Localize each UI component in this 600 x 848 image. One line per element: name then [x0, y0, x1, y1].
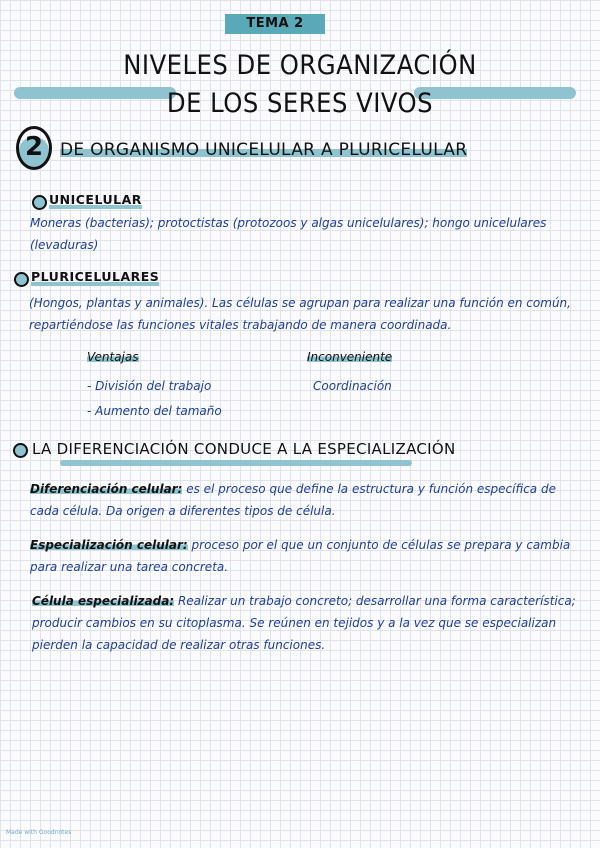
bullet-icon: [13, 443, 28, 458]
definition-term: Especialización celular:: [30, 538, 188, 552]
page-title-line-2: DE LOS SERES VIVOS: [166, 88, 434, 119]
definition-term: Célula especializada:: [32, 594, 175, 608]
inconveniente-heading: Inconveniente: [307, 350, 393, 364]
ventaja-item: - División del trabajo: [87, 379, 212, 393]
heading-highlight: [60, 460, 412, 466]
definition-paragraph: [30, 478, 570, 522]
ventajas-heading: Ventajas: [87, 350, 139, 364]
definition-term: Diferenciación celular:: [30, 482, 183, 496]
definition-text: Realizar un trabajo concreto; desarrollar una forma característica; producir cambios en su citoplasma. Se reúnen en tejidos y a la vez que se especializan pierden la capacidad de realizar otras funciones.: [32, 594, 576, 652]
unicelular-heading: UNICELULAR: [49, 192, 142, 207]
diferenciacion-heading: LA DIFERENCIACIÓN CONDUCE A LA ESPECIALIZACIÓN: [32, 440, 456, 458]
definition-paragraph: [32, 590, 597, 656]
page-title-line-1: NIVELES DE ORGANIZACIÓN: [123, 50, 477, 81]
pluricelulares-heading: PLURICELULARES: [31, 269, 160, 284]
definition-text: proceso por el que un conjunto de células se prepara y cambia para realizar una tarea concreta.: [30, 538, 571, 574]
section-number: 2: [16, 126, 52, 170]
definition-paragraph: [30, 534, 575, 578]
inconveniente-item: Coordinación: [313, 379, 392, 393]
section-heading: DE ORGANISMO UNICELULAR A PLURICELULAR: [60, 140, 468, 160]
bullet-icon: [32, 195, 47, 210]
unicelular-text: Moneras (bacterias); protoctistas (protozoos y algas unicelulares); hongo unicelulares (levaduras): [30, 216, 547, 252]
ventaja-item: - Aumento del tamaño: [87, 404, 222, 418]
topic-badge: TEMA 2: [225, 14, 325, 34]
goodnotes-watermark: Made with Goodnotes: [6, 829, 72, 836]
pluricelulares-text: (Hongos, plantas y animales). Las células se agrupan para realizar una función en común, repartiéndose las funciones vitales trabajando de manera coordinada.: [29, 296, 571, 332]
bullet-icon: [14, 272, 29, 287]
definition-text: es el proceso que define la estructura y función específica de cada célula. Da origen a diferentes tipos de célula.: [30, 482, 556, 518]
